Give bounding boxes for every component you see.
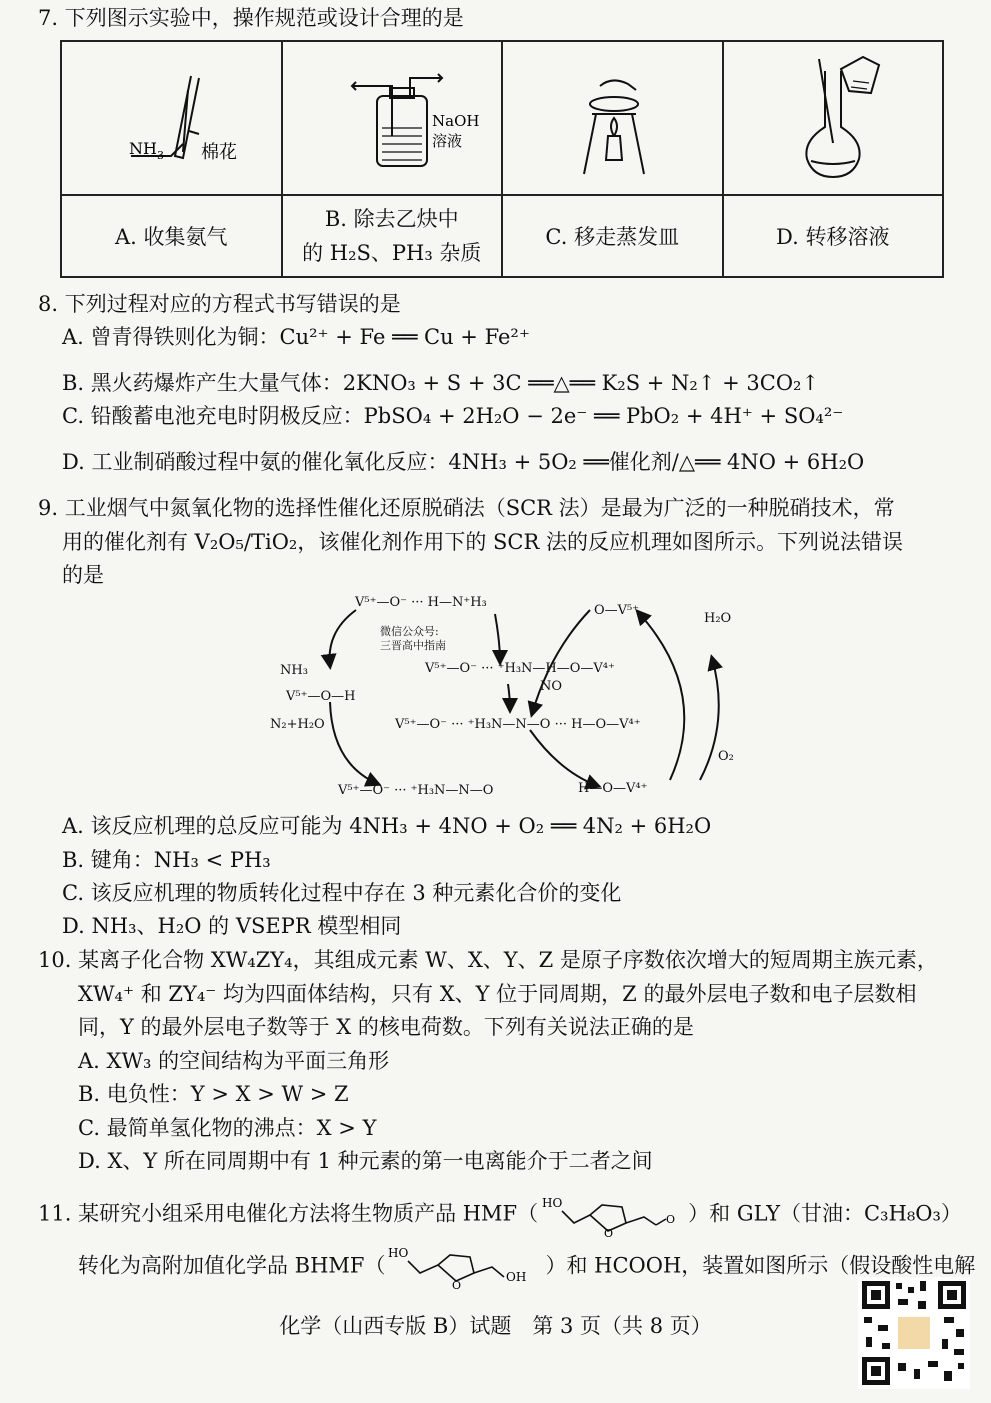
q7-figure-a: [61, 41, 282, 195]
q11-line2-start: 转化为高附加值化学品 BHMF（: [78, 1253, 386, 1278]
mechanism-state-6: O—V⁵⁺: [594, 603, 640, 618]
q7-option-b-line1: B. 除去乙炔中: [324, 207, 459, 231]
q10-stem-line3: 同，Y 的最外层电子数等于 X 的核电荷数。下列有关说法正确的是: [78, 1015, 694, 1039]
q8-stem: 8. 下列过程对应的方程式书写错误的是: [38, 292, 401, 316]
q7-option-a[interactable]: A. 收集氨气: [61, 195, 282, 277]
o2-input-label: O₂: [718, 749, 734, 764]
q9-option-a[interactable]: A. 该反应机理的总反应可能为 4NH₃ + 4NO + O₂ ══ 4N₂ + 6H₂O: [62, 814, 712, 838]
q7-experiment-table: [60, 40, 944, 278]
nh3-input-label: NH₃: [280, 663, 308, 678]
page-footer: 化学（山西专版 B）试题 第 3 页（共 8 页）: [279, 1314, 712, 1338]
n2-h2o-output-label: N₂+H₂O: [270, 717, 325, 732]
bhmf-structure-illustration: [386, 1245, 546, 1289]
q9-option-d[interactable]: D. NH₃、H₂O 的 VSEPR 模型相同: [62, 914, 402, 938]
mechanism-state-7: H—O—V⁴⁺: [578, 781, 648, 796]
scr-mechanism-diagram: [260, 592, 760, 810]
bhmf-oh-label: OH: [505, 1270, 526, 1284]
mechanism-state-3: V⁵⁺—O⁻ ··· ⁺H₃N—N—O ··· H—O—V⁴⁺: [395, 717, 641, 732]
q10-option-d[interactable]: D. X、Y 所在同周期中有 1 种元素的第一电离能介于二者之间: [78, 1149, 653, 1173]
q10-stem-line2: XW₄⁺ 和 ZY₄⁻ 均为四面体结构，只有 X、Y 位于同周期，Z 的最外层电子数和电子层数相: [78, 982, 917, 1006]
mechanism-state-4: V⁵⁺—O⁻ ··· ⁺H₃N—N—O: [338, 783, 494, 798]
q9-stem-line3: 的是: [62, 563, 104, 587]
q8-option-c[interactable]: C. 铅酸蓄电池充电时阴极反应：PbSO₄ + 2H₂O − 2e⁻ ══ PbO₂ + 4H⁺ + SO₄²⁻: [62, 404, 844, 428]
evaporating-dish-illustration: [512, 56, 712, 176]
q11-line2-end: ）和 HCOOH，装置如图所示（假设酸性电解: [545, 1253, 976, 1278]
q8-option-b[interactable]: B. 黑火药爆炸产生大量气体：2KNO₃ + S + 3C ══△══ K₂S + N₂↑ + 3CO₂↑: [62, 371, 820, 395]
qr-code[interactable]: [858, 1277, 970, 1389]
bhmf-ho-label: HO: [387, 1246, 408, 1260]
mechanism-state-1: V⁵⁺—O⁻ ··· H—N⁺H₃: [355, 595, 487, 610]
q10-option-a[interactable]: A. XW₃ 的空间结构为平面三角形: [78, 1049, 390, 1073]
q10-option-c[interactable]: C. 最简单氢化物的沸点：X > Y: [78, 1116, 377, 1140]
q9-option-b[interactable]: B. 键角：NH₃ < PH₃: [62, 848, 271, 872]
mechanism-state-2: V⁵⁺—O⁻ ··· ⁺H₃N—H—O—V⁴⁺: [425, 661, 615, 676]
q10-option-b[interactable]: B. 电负性：Y > X > W > Z: [78, 1082, 349, 1106]
q7-stem: 7. 下列图示实验中，操作规范或设计合理的是: [38, 6, 464, 30]
q10-stem-line1: 10. 某离子化合物 XW₄ZY₄，其组成元素 W、X、Y、Z 是原子序数依次增大的短周期主族元素，: [38, 948, 938, 972]
no-label: NO: [540, 679, 563, 694]
naoh-label: NaOH: [431, 111, 480, 130]
solution-label: 溶液: [431, 131, 462, 150]
q7-figure-d: [723, 41, 944, 195]
q9-option-c[interactable]: C. 该反应机理的物质转化过程中存在 3 种元素化合价的变化: [62, 881, 622, 905]
volumetric-flask-illustration: [733, 51, 933, 181]
mechanism-state-5: V⁵⁺—O—H: [286, 689, 356, 704]
bhmf-ring-o-label: O: [451, 1279, 461, 1289]
hmf-structure-illustration: [538, 1193, 688, 1237]
hmf-aldehyde-o-label: O: [666, 1213, 676, 1226]
cotton-label: 棉花: [201, 141, 238, 163]
ammonia-collection-illustration: [71, 56, 271, 176]
q11-line1: [38, 1193, 962, 1237]
q7-option-b-line2: 的 H₂S、PH₃ 杂质: [302, 241, 482, 265]
q7-option-b[interactable]: [282, 195, 503, 277]
q8-option-a[interactable]: A. 曾青得铁则化为铜：Cu²⁺ + Fe ══ Cu + Fe²⁺: [62, 325, 530, 349]
q11-line1-end: ）和 GLY（甘油：C₃H₈O₃）: [688, 1201, 962, 1226]
hmf-ring-o-label: O: [604, 1227, 614, 1237]
gas-washing-bottle-illustration: [292, 56, 492, 176]
q7-option-c[interactable]: C. 移走蒸发皿: [502, 195, 723, 277]
watermark-line2: 三晋高中指南: [380, 639, 446, 652]
q7-figure-b: [282, 41, 503, 195]
q9-stem-line2: 用的催化剂有 V₂O₅/TiO₂，该催化剂作用下的 SCR 法的反应机理如图所示。下列说法错误: [62, 530, 903, 554]
h2o-output-label: H₂O: [704, 611, 732, 626]
q7-option-d[interactable]: D. 转移溶液: [723, 195, 944, 277]
q9-stem-line1: 9. 工业烟气中氮氧化物的选择性催化还原脱硝法（SCR 法）是最为广泛的一种脱硝技术，常: [38, 496, 895, 520]
nh3-label: $NH_3$: [129, 138, 165, 162]
q7-figure-c: [502, 41, 723, 195]
watermark-line1: 微信公众号:: [380, 625, 439, 638]
q11-line2: [78, 1245, 975, 1289]
q11-line1-start: 11. 某研究小组采用电催化方法将生物质产品 HMF（: [38, 1201, 539, 1226]
q8-option-d[interactable]: D. 工业制硝酸过程中氨的催化氧化反应：4NH₃ + 5O₂ ══催化剂/△══ 4NO + 6H₂O: [62, 450, 865, 474]
hmf-ho-label: HO: [542, 1196, 563, 1210]
